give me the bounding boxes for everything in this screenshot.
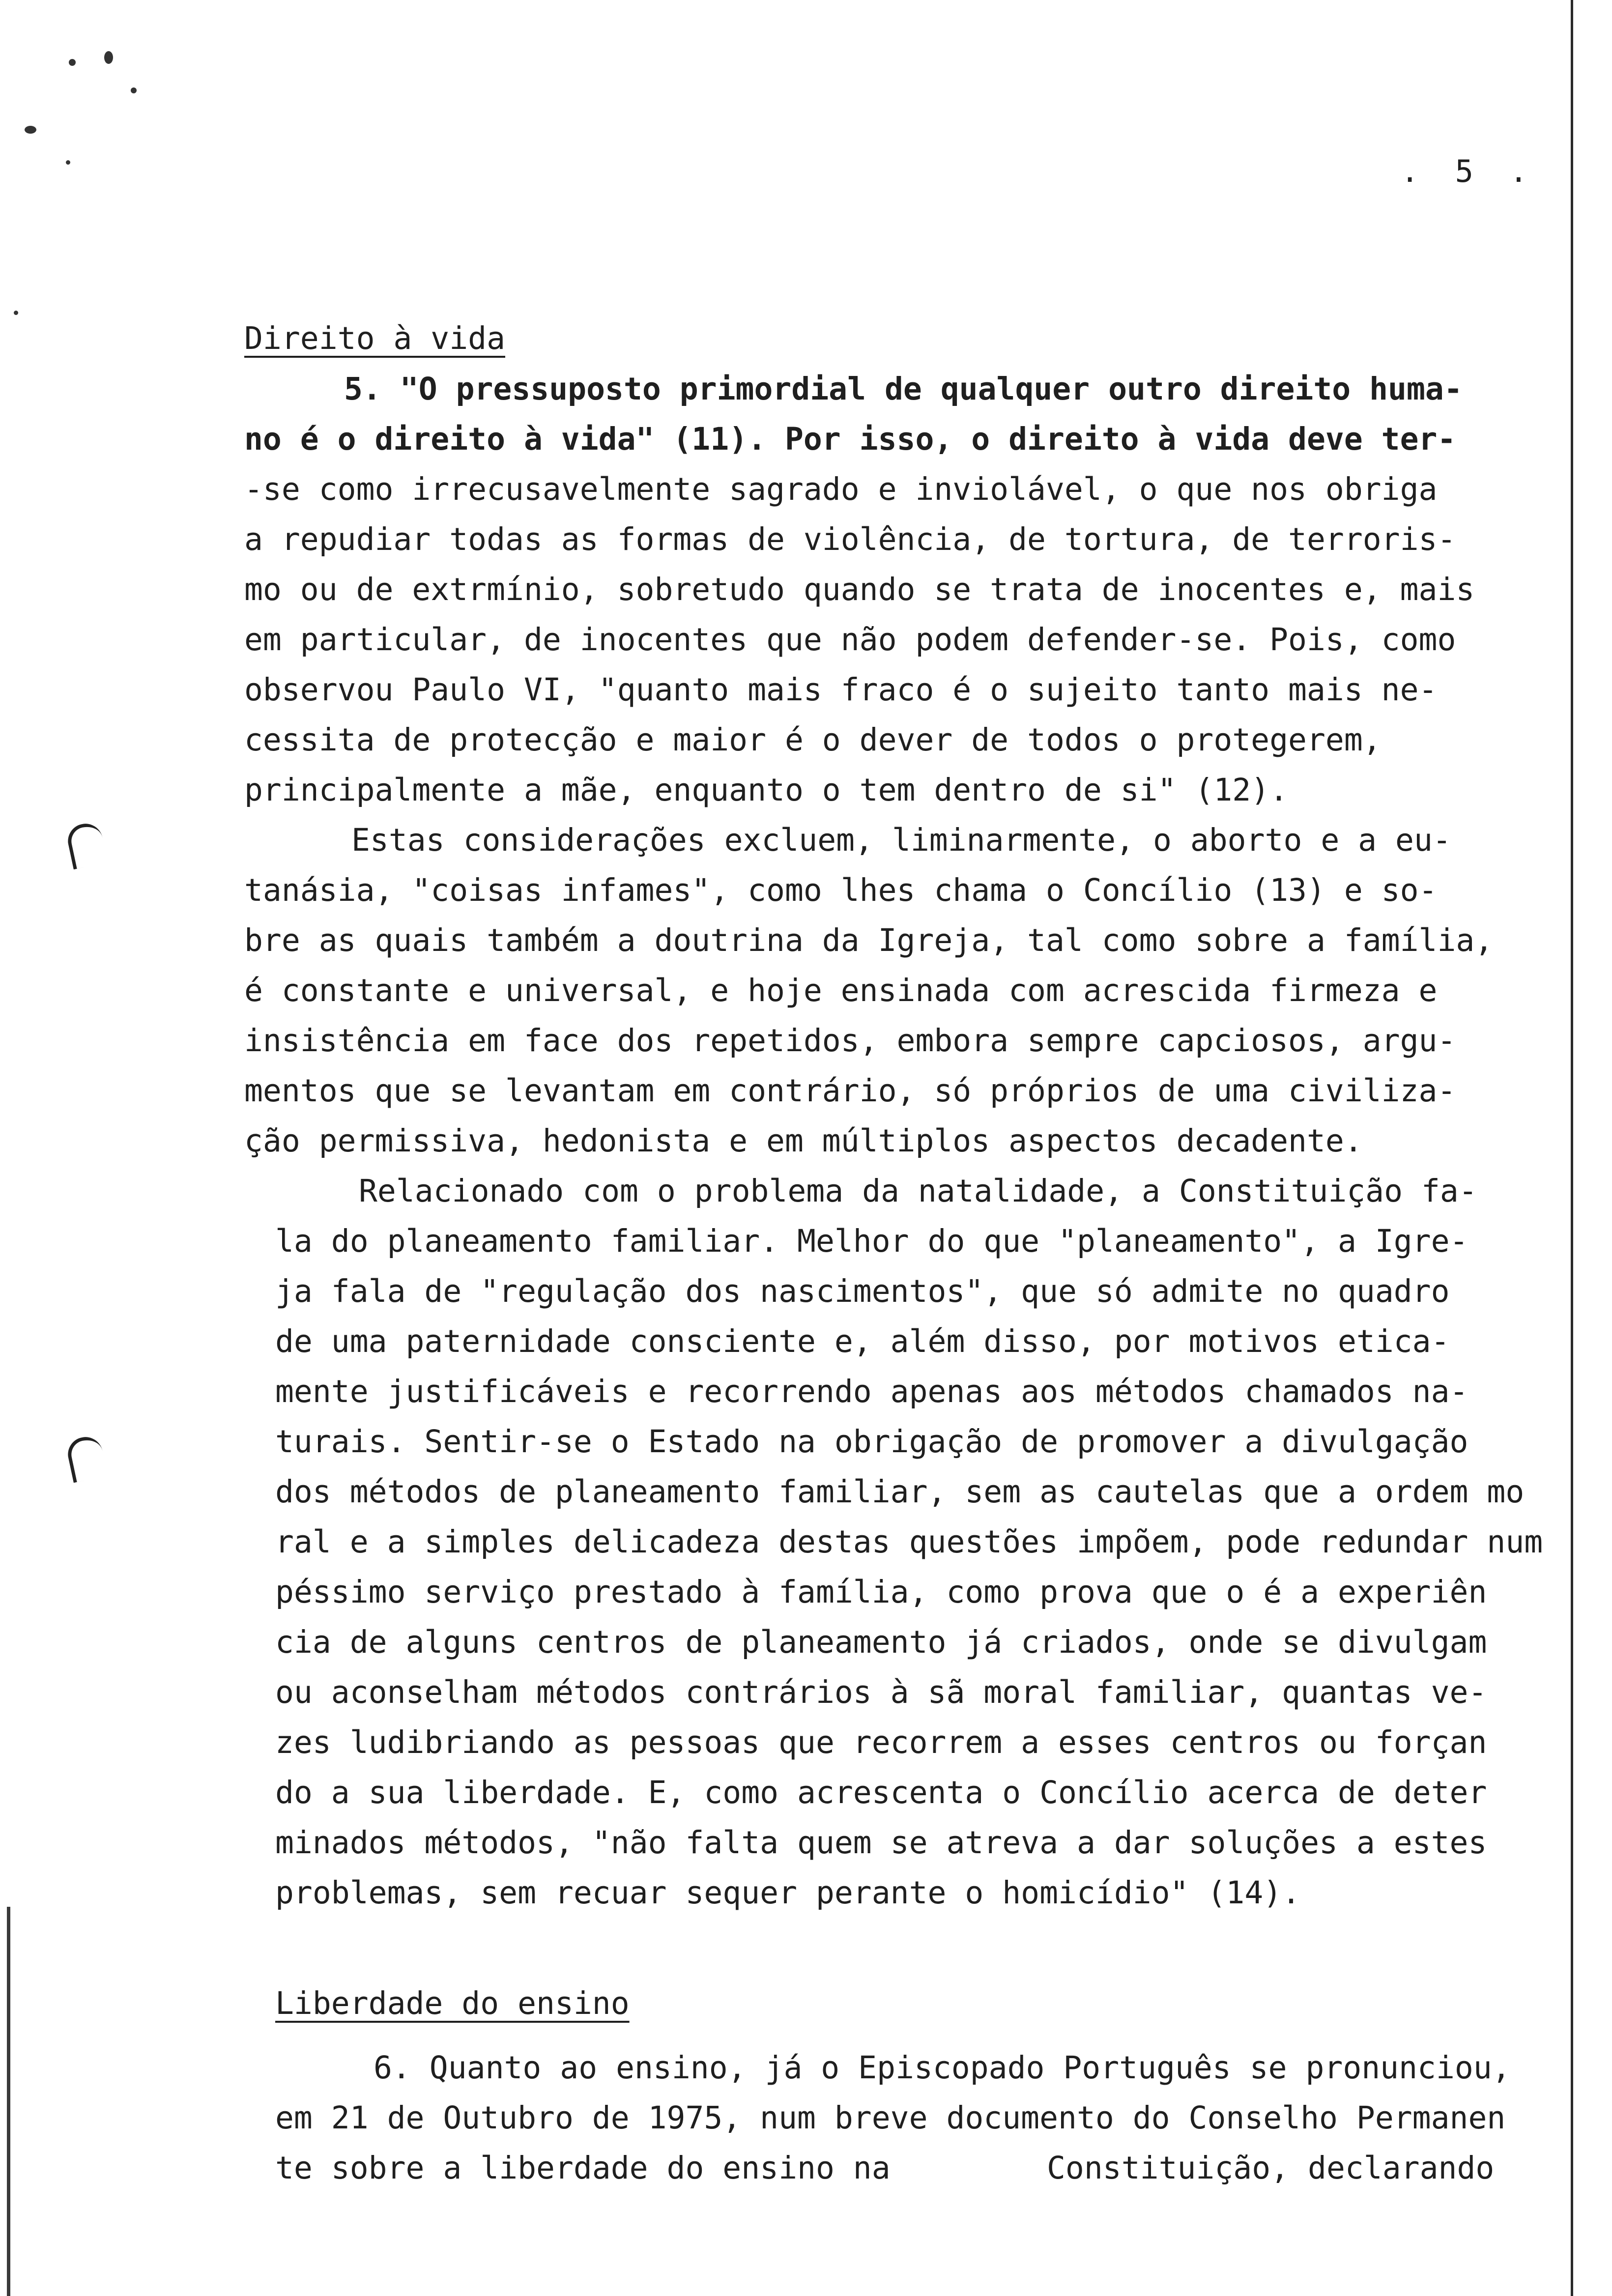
- text-line: la do planeamento familiar. Melhor do que "planeamento", a Igre-: [275, 1223, 1468, 1259]
- text-line: problemas, sem recuar sequer perante o homicídio" (14).: [275, 1875, 1301, 1911]
- text-line: Estas considerações excluem, liminarmente, o aborto e a eu-: [351, 822, 1451, 858]
- text-line: de uma paternidade consciente e, além disso, por motivos etica-: [275, 1323, 1450, 1359]
- section-heading-liberdade-do-ensino: Liberdade do ensino: [275, 1985, 630, 2021]
- text-line: ou aconselham métodos contrários à sã moral familiar, quantas ve-: [275, 1674, 1487, 1710]
- ink-speck: [104, 51, 113, 64]
- text-line: cessita de protecção e maior é o dever de todos o protegerem,: [244, 722, 1382, 758]
- text-line: do a sua liberdade. E, como acrescenta o Concílio acerca de deter: [275, 1775, 1487, 1810]
- text-line: mo ou de extrmínio, sobretudo quando se trata de inocentes e, mais: [244, 572, 1475, 607]
- punch-hole-mark: [65, 1434, 108, 1483]
- binding-edge-line: [7, 1907, 10, 2296]
- text-line: mentos que se levantam em contrário, só próprios de uma civiliza-: [244, 1073, 1456, 1109]
- ink-speck: [25, 126, 36, 134]
- text-line: péssimo serviço prestado à família, como prova que o é a experiên: [275, 1574, 1487, 1610]
- text-line: em 21 de Outubro de 1975, num breve documento do Conselho Permanen: [275, 2100, 1506, 2136]
- text-line: observou Paulo VI, "quanto mais fraco é o sujeito tanto mais ne-: [244, 672, 1438, 708]
- punch-hole-mark: [65, 821, 108, 870]
- text-line: no é o direito à vida" (11). Por isso, o direito à vida deve ter-: [244, 421, 1456, 457]
- text-line: ção permissiva, hedonista e em múltiplos aspectos decadente.: [244, 1123, 1363, 1159]
- text-line: minados métodos, "não falta quem se atreva a dar soluções a estes: [275, 1825, 1487, 1861]
- text-line: a repudiar todas as formas de violência, de tortura, de terroris-: [244, 521, 1456, 557]
- text-line: mente justificáveis e recorrendo apenas aos métodos chamados na-: [275, 1374, 1468, 1409]
- text-line: tanásia, "coisas infames", como lhes chama o Concílio (13) e so-: [244, 872, 1438, 908]
- text-line: bre as quais também a doutrina da Igreja, tal como sobre a família,: [244, 922, 1494, 958]
- text-line: zes ludibriando as pessoas que recorrem a esses centros ou forçan: [275, 1724, 1487, 1760]
- text-line: turais. Sentir-se o Estado na obrigação de promover a divulgação: [275, 1424, 1468, 1460]
- text-line: dos métodos de planeamento familiar, sem as cautelas que a ordem mo: [275, 1474, 1525, 1510]
- text-line: Constituição, declarando: [1047, 2150, 1495, 2186]
- text-line: 5. "O pressuposto primordial de qualquer outro direito huma-: [344, 371, 1463, 407]
- section-heading-direito-a-vida: Direito à vida: [244, 320, 506, 356]
- page-edge-line: [1571, 0, 1573, 2296]
- text-line: -se como irrecusavelmente sagrado e inviolável, o que nos obriga: [244, 471, 1438, 507]
- ink-speck: [131, 87, 137, 93]
- text-line: cia de alguns centros de planeamento já criados, onde se divulgam: [275, 1624, 1487, 1660]
- ink-speck: [14, 311, 18, 315]
- text-line: em particular, de inocentes que não podem defender-se. Pois, como: [244, 622, 1456, 658]
- text-line: ja fala de "regulação dos nascimentos", que só admite no quadro: [275, 1273, 1450, 1309]
- text-line: principalmente a mãe, enquanto o tem dentro de si" (12).: [244, 772, 1289, 808]
- text-line: é constante e universal, e hoje ensinada com acrescida firmeza e: [244, 973, 1438, 1008]
- text-line: te sobre a liberdade do ensino na: [275, 2150, 891, 2186]
- text-line: Relacionado com o problema da natalidade, a Constituição fa-: [359, 1173, 1477, 1209]
- text-line: insistência em face dos repetidos, embora sempre capciosos, argu-: [244, 1023, 1456, 1059]
- page-number: . 5 .: [1401, 153, 1537, 189]
- text-line: ral e a simples delicadeza destas questões impõem, pode redundar num: [275, 1524, 1543, 1560]
- ink-speck: [66, 160, 70, 165]
- text-line: 6. Quanto ao ensino, já o Episcopado Português se pronunciou,: [374, 2050, 1511, 2086]
- ink-speck: [69, 59, 76, 66]
